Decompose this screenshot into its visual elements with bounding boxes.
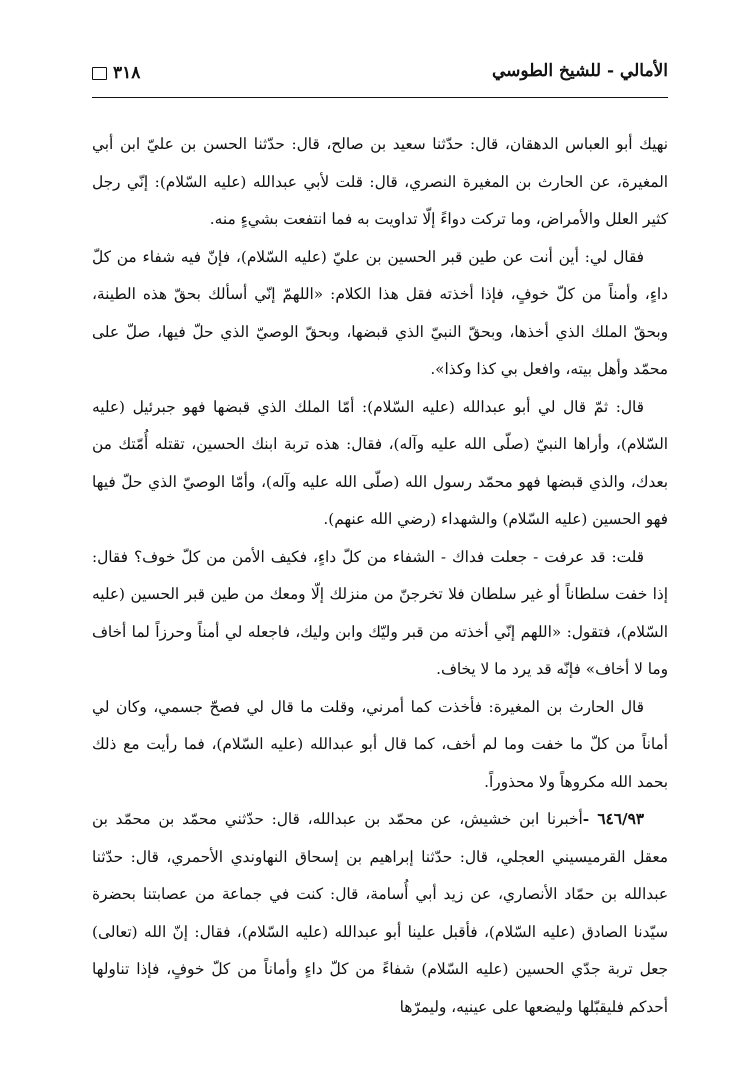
page-header [92,55,668,98]
paragraph-2: فقال لي: أين أنت عن طين قبر الحسين بن عليّ (عليه السّلام)، فإنّ فيه شفاء من كلّ داءٍ، وأمناً من كلّ خوفٍ، فإذا أخذته فقل هذا الكلام: «اللهمّ إنّي أسألك بحقّ هذه الطينة، وبحقّ الملك الذي أخذها، وبحقّ النبيّ الذي قبضها، وبحقّ الوصيّ الذي حلّ فيها، صلّ على محمّد وأهل بيته، وافعل بي كذا وكذا». [92,247,668,378]
book-page [92,55,668,1055]
hadith-text: أخبرنا ابن خشيش، عن محمّد بن عبدالله، قال: حدّثني محمّد بن محمّد بن معقل القرميسيني العجلي، قال: حدّثنا إبراهيم بن إسحاق النهاوندي الأحمري، قال: حدّثنا عبدالله بن حمّاد الأنصاري، عن زيد أبي أُسامة، قال: كنت في جماعة من عصابتنا بحضرة سيّدنا الصادق (عليه السّلام)، فأقبل علينا أبو عبدالله (عليه السّلام)، فقال: إنّ الله (تعالى) جعل تربة جدّي الحسين (عليه السّلام) شفاءً من كلّ داءٍ وأماناً من كلّ خوفٍ، فإذا تناولها أحدكم فليقبّلها وليضعها على عينيه، وليمرّها [92,810,668,1016]
paragraph-4: قلت: قد عرفت - جعلت فداك - الشفاء من كلّ داءٍ، فكيف الأمن من كلّ خوف؟ فقال: إذا خفت سلطاناً أو غير سلطان فلا تخرجنّ من منزلك إلّا ومعك من طين قبر الحسين (عليه السّلام)، فتقول: «اللهم إنّي أخذته من قبر وليّك وابن وليك، فاجعله لي أمناً وحرزاً لما أخاف وما لا أخاف» فإنّه قد يرد ما لا يخاف. [92,547,668,678]
running-title: الأمالي - للشيخ الطوسي [492,61,668,81]
page-number-group [92,63,140,83]
hadith-paragraph [92,801,668,1026]
body-text [92,126,668,1026]
paragraph-5: قال الحارث بن المغيرة: فأخذت كما أمرني، وقلت ما قال لي فصحّ جسمي، وكان لي أماناً من كلّ ما خفت وما لم أخف، كما قال أبو عبدالله (عليه السّلام)، فما رأيت مع ذلك بحمد الله مكروهاً ولا محذوراً. [92,697,668,791]
hadith-number: ٦٤٦/٩٣ - [582,810,645,828]
page-box-icon [92,67,107,80]
paragraph-3: قال: ثمّ قال لي أبو عبدالله (عليه السّلام): أمّا الملك الذي قبضها فهو جبرئيل (عليه السّلام)، وأراها النبيّ (صلّى الله عليه وآله)، فقال: هذه تربة ابنك الحسين، تقتله أُمّتك من بعدك، والذي قبضها فهو محمّد رسول الله (صلّى الله عليه وآله)، وأمّا الوصيّ الذي حلّ فيها فهو الحسين (عليه السّلام) والشهداء (رضي الله عنهم). [92,397,668,528]
paragraph-1: نهيك أبو العباس الدهقان، قال: حدّثنا سعيد بن صالح، قال: حدّثنا الحسن بن عليّ ابن أبي المغيرة، عن الحارث بن المغيرة النصري، قال: قلت لأبي عبدالله (عليه السّلام): إنّي رجل كثير العلل والأمراض، وما تركت دواءً إلّا تداويت به فما انتفعت بشيءٍ منه. [92,135,668,228]
page-number: ٣١٨ [113,63,141,83]
